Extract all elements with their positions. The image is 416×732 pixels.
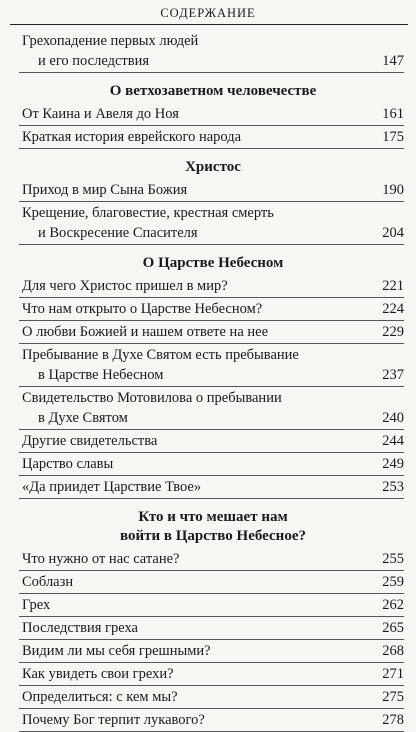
entry-underline — [19, 662, 404, 663]
section-heading-line: войти в Царство Небесное? — [120, 528, 306, 544]
header-rule — [10, 24, 408, 25]
toc-entry-title-line: в Духе Святом — [38, 410, 128, 426]
toc-entry-title-line: «Да приидет Царствие Твое» — [22, 479, 202, 495]
entry-underline — [19, 708, 404, 709]
toc-page-number: 240 — [382, 410, 404, 426]
toc-entry-title-line: в Царстве Небесном — [38, 367, 164, 383]
toc-entry — [22, 276, 404, 298]
toc-entry-title-line: Для чего Христос пришел в мир? — [22, 278, 228, 294]
toc-page-number: 262 — [382, 597, 404, 613]
section-heading-line: О Царстве Небесном — [142, 255, 284, 271]
entry-underline — [19, 475, 404, 476]
toc-entry-title-line: Краткая история еврейского народа — [22, 129, 242, 145]
toc-page-number: 253 — [382, 479, 404, 495]
entry-underline — [19, 386, 404, 387]
entry-underline — [19, 593, 404, 594]
section-heading — [22, 158, 404, 177]
toc-page-number: 255 — [382, 551, 404, 567]
toc-entry — [22, 322, 404, 344]
toc-entry — [22, 618, 404, 640]
toc-entry-title-line: Как увидеть свои грехи? — [22, 666, 174, 682]
section-heading-line: Христос — [185, 159, 241, 175]
toc-page-number: 265 — [382, 620, 404, 636]
toc-entry-title-line: Почему Бог терпит лукавого? — [22, 712, 205, 728]
toc-entry — [22, 180, 404, 202]
toc-page-number: 249 — [382, 456, 404, 472]
toc-page-number: 237 — [382, 367, 404, 383]
toc-entry-title-line: Грех — [22, 597, 51, 613]
toc-entry-title-line: Последствия греха — [22, 620, 138, 636]
toc-page-number: 244 — [382, 433, 404, 449]
section-heading — [22, 82, 404, 101]
toc-entry-title-line: Другие свидетельства — [22, 433, 158, 449]
toc-entry — [22, 710, 404, 732]
toc-page-number: 259 — [382, 574, 404, 590]
toc-entry-title-line: Царство славы — [22, 456, 114, 472]
toc-page-number: 229 — [382, 324, 404, 340]
entry-underline — [19, 570, 404, 571]
toc-entry-title-line: Крещение, благовестие, крестная смерть — [22, 205, 274, 221]
entry-underline — [19, 343, 404, 344]
toc-entry — [22, 127, 404, 149]
toc-entry-title-line: Что нам открыто о Царстве Небесном? — [22, 301, 263, 317]
table-of-contents — [0, 30, 416, 732]
toc-entry-title-line: Пребывание в Духе Святом есть пребывание — [22, 347, 299, 363]
section-heading — [22, 254, 404, 273]
entry-underline — [19, 685, 404, 686]
toc-entry — [22, 549, 404, 571]
entry-underline — [19, 320, 404, 321]
toc-page-number: 161 — [382, 106, 404, 122]
toc-page-number: 221 — [382, 278, 404, 294]
toc-entry-title-line: Определиться: с кем мы? — [22, 689, 178, 705]
toc-entry — [22, 203, 404, 245]
toc-entry — [22, 454, 404, 476]
toc-page-number: 175 — [382, 129, 404, 145]
running-head: СОДЕРЖАНИЕ — [160, 6, 256, 20]
toc-entry — [22, 477, 404, 499]
toc-page-number: 190 — [382, 182, 404, 198]
toc-entry — [22, 595, 404, 617]
toc-entry-title-line: Приход в мир Сына Божия — [22, 182, 188, 198]
toc-entry — [22, 104, 404, 126]
toc-entry-title-line: От Каина и Авеля до Ноя — [22, 106, 179, 122]
toc-entry — [22, 572, 404, 594]
toc-entry — [22, 687, 404, 709]
toc-entry-title-line: Что нужно от нас сатане? — [22, 551, 180, 567]
toc-page-number: 278 — [382, 712, 404, 728]
toc-page-number: 147 — [382, 53, 404, 69]
toc-entry-title-line: Свидетельство Мотовилова о пребывании — [22, 390, 282, 406]
section-heading-line: Кто и что мешает нам — [138, 509, 288, 525]
toc-entry-title-line: Соблазн — [22, 574, 74, 590]
entry-underline — [19, 125, 404, 126]
entry-underline — [19, 148, 404, 149]
entry-underline — [19, 72, 404, 73]
entry-underline — [19, 429, 404, 430]
toc-entry-title-line: Видим ли мы себя грешными? — [22, 643, 211, 659]
toc-entry-title-line: и его последствия — [38, 53, 149, 69]
toc-entry — [22, 664, 404, 686]
toc-page-number: 204 — [382, 225, 404, 241]
toc-entry — [22, 388, 404, 430]
entry-underline — [19, 498, 404, 499]
section-heading-line: О ветхозаветном человечестве — [109, 83, 317, 99]
entry-underline — [19, 244, 404, 245]
toc-page-number: 275 — [382, 689, 404, 705]
toc-entry — [22, 431, 404, 453]
entry-underline — [19, 639, 404, 640]
toc-entry — [22, 641, 404, 663]
toc-entry — [22, 345, 404, 387]
toc-page-number: 224 — [382, 301, 404, 317]
toc-entry — [22, 31, 404, 73]
entry-underline — [19, 201, 404, 202]
toc-entry-title-line: Грехопадение первых людей — [22, 33, 199, 49]
toc-entry-title-line: и Воскресение Спасителя — [38, 225, 198, 241]
toc-entry — [22, 299, 404, 321]
entry-underline — [19, 452, 404, 453]
toc-entry-title-line: О любви Божией и нашем ответе на нее — [22, 324, 269, 340]
toc-page-number: 271 — [382, 666, 404, 682]
entry-underline — [19, 616, 404, 617]
section-heading — [22, 508, 404, 546]
entry-underline — [19, 297, 404, 298]
toc-page-number: 268 — [382, 643, 404, 659]
